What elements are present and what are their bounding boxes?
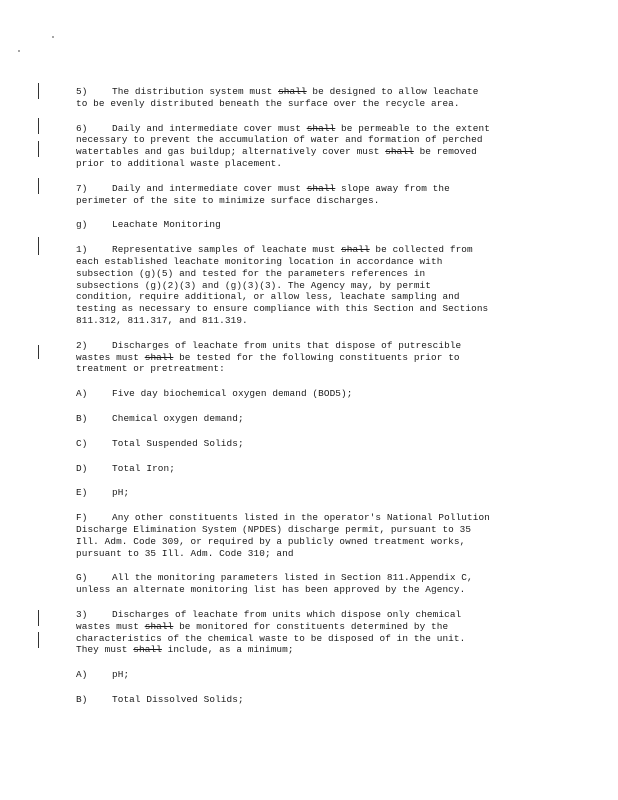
paragraph bbox=[76, 669, 538, 681]
paragraph-label: A) bbox=[76, 669, 88, 681]
struck-text: shall bbox=[385, 146, 414, 158]
document-body bbox=[76, 86, 538, 719]
paragraph-label: F) bbox=[76, 512, 88, 524]
text-run: Total Suspended Solids; bbox=[112, 437, 244, 449]
paragraph-label: B) bbox=[76, 412, 88, 424]
change-bar bbox=[38, 178, 39, 194]
text-run: treatment or pretreatment: bbox=[76, 363, 225, 375]
paragraph-label: 7) bbox=[76, 182, 88, 194]
paragraph-label: B) bbox=[76, 693, 88, 705]
text-run: wastes must bbox=[76, 620, 145, 632]
paragraph bbox=[76, 388, 538, 400]
text-run: be tested for the following constituents prior to bbox=[173, 351, 460, 363]
text-run: be monitored for constituents determined by the bbox=[173, 620, 449, 632]
scan-speck bbox=[18, 50, 20, 52]
paragraph bbox=[76, 438, 538, 450]
text-run: Total Dissolved Solids; bbox=[112, 693, 244, 705]
paragraph bbox=[76, 512, 538, 559]
text-run: pH; bbox=[112, 487, 130, 499]
struck-text: shall bbox=[144, 351, 174, 363]
paragraph-label: E) bbox=[76, 487, 88, 499]
paragraph-label: G) bbox=[76, 572, 88, 584]
paragraph-label: 5) bbox=[76, 86, 88, 97]
text-run: wastes must bbox=[76, 351, 145, 363]
text-run: Any other constituents listed in the operator's National Pollution bbox=[112, 512, 490, 524]
change-bar bbox=[38, 118, 39, 134]
text-run: The distribution system must bbox=[112, 86, 279, 97]
paragraph bbox=[76, 123, 538, 170]
text-run: subsection (g)(5) and tested for the parameters references in bbox=[76, 267, 426, 279]
paragraph-label: 3) bbox=[76, 608, 88, 620]
text-run: perimeter of the site to minimize surface discharges. bbox=[76, 194, 380, 206]
text-run: necessary to prevent the accumulation of water and formation of perched bbox=[76, 134, 483, 146]
paragraph-label: 1) bbox=[76, 244, 88, 256]
text-run: pH; bbox=[112, 669, 130, 681]
change-bar bbox=[38, 632, 39, 648]
text-run: Representative samples of leachate must bbox=[112, 244, 342, 256]
text-run: characteristics of the chemical waste to be disposed of in the unit. bbox=[76, 632, 466, 644]
text-run: Ill. Adm. Code 309, or required by a publicly owned treatment works, bbox=[76, 535, 466, 547]
paragraph bbox=[76, 463, 538, 475]
text-run: be removed bbox=[413, 146, 477, 158]
paragraph bbox=[76, 340, 538, 375]
paragraph-label: 2) bbox=[76, 339, 88, 351]
paragraph bbox=[76, 609, 538, 656]
text-run: include, as a minimum; bbox=[161, 644, 294, 656]
text-run: subsections (g)(2)(3) and (g)(3)(3). The Agency may, by permit bbox=[76, 279, 432, 291]
paragraph bbox=[76, 244, 538, 327]
struck-text: shall bbox=[341, 244, 370, 256]
paragraph-label: 6) bbox=[76, 122, 88, 134]
text-run: Five day biochemical oxygen demand (BOD5); bbox=[112, 388, 353, 400]
struck-text: shall bbox=[278, 86, 307, 97]
paragraph bbox=[76, 572, 538, 596]
text-run: Daily and intermediate cover must bbox=[112, 182, 307, 194]
text-run: Total Iron; bbox=[112, 462, 175, 474]
paragraph-label: g) bbox=[76, 219, 88, 231]
change-bar bbox=[38, 141, 39, 157]
text-run: Discharges of leachate from units which dispose only chemical bbox=[112, 608, 462, 620]
text-run: Discharge Elimination System (NPDES) discharge permit, pursuant to 35 bbox=[76, 523, 472, 535]
paragraph bbox=[76, 219, 538, 231]
paragraph bbox=[76, 183, 538, 207]
text-run: to be evenly distributed beneath the surface over the recycle area. bbox=[76, 97, 460, 109]
struck-text: shall bbox=[306, 182, 336, 194]
struck-text: shall bbox=[133, 644, 162, 656]
text-run: pursuant to 35 Ill. Adm. Code 310; and bbox=[76, 547, 294, 559]
struck-text: shall bbox=[306, 122, 336, 134]
text-run: watertables and gas buildup; alternatively cover must bbox=[76, 146, 386, 158]
text-run: testing as necessary to ensure compliance with this Section and Sections bbox=[76, 303, 489, 315]
paragraph bbox=[76, 694, 538, 706]
text-run: be collected from bbox=[369, 244, 473, 256]
paragraph bbox=[76, 413, 538, 425]
text-run: condition, require additional, or allow less, leachate sampling and bbox=[76, 291, 460, 303]
text-run: Chemical oxygen demand; bbox=[112, 412, 244, 424]
change-bar bbox=[38, 610, 39, 626]
paragraph-label: D) bbox=[76, 462, 88, 474]
paragraph-label: A) bbox=[76, 388, 88, 400]
scan-speck bbox=[52, 36, 54, 38]
paragraph bbox=[76, 86, 538, 110]
text-run: All the monitoring parameters listed in Section 811.Appendix C, bbox=[112, 572, 473, 584]
paragraph bbox=[76, 487, 538, 499]
text-run: Discharges of leachate from units that dispose of putrescible bbox=[112, 339, 462, 351]
text-run: They must bbox=[76, 644, 134, 656]
text-run: unless an alternate monitoring list has been approved by the Agency. bbox=[76, 584, 466, 596]
change-bar bbox=[38, 237, 39, 255]
change-bar bbox=[38, 83, 39, 99]
text-run: slope away from the bbox=[335, 182, 450, 194]
text-run: Leachate Monitoring bbox=[112, 219, 221, 231]
text-run: prior to additional waste placement. bbox=[76, 157, 283, 169]
change-bar bbox=[38, 345, 39, 359]
text-run: 811.312, 811.317, and 811.319. bbox=[76, 314, 248, 326]
text-run: each established leachate monitoring location in accordance with bbox=[76, 255, 443, 267]
text-run: be permeable to the extent bbox=[335, 122, 490, 134]
text-run: Daily and intermediate cover must bbox=[112, 122, 307, 134]
text-run: be designed to allow leachate bbox=[306, 86, 479, 97]
struck-text: shall bbox=[144, 620, 174, 632]
paragraph-label: C) bbox=[76, 437, 88, 449]
